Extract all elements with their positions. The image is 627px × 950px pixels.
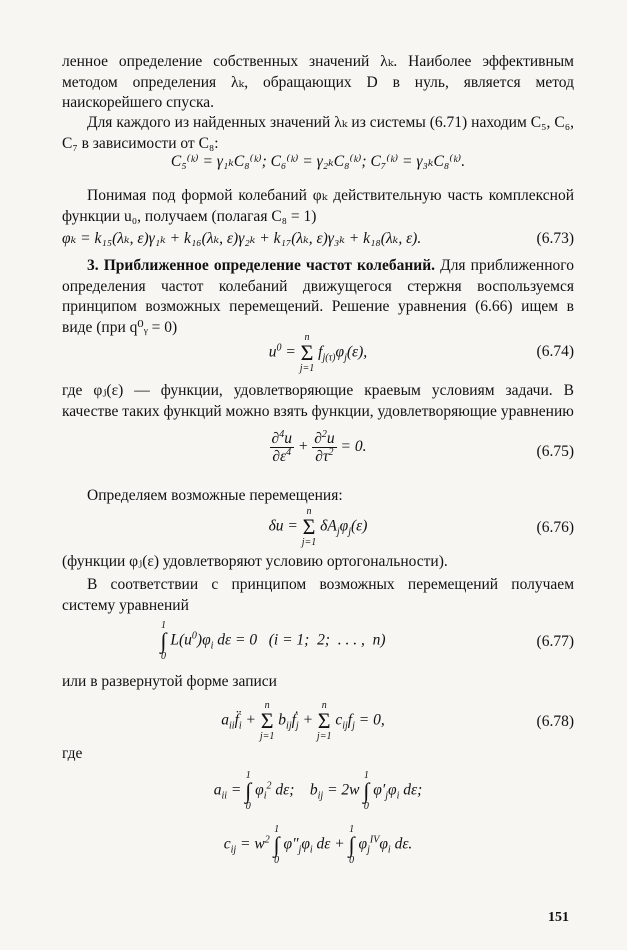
paragraph-6: Определяем возможные перемещения: [87, 487, 343, 504]
paragraph-2: Для каждого из найденных значений λₖ из системы (6.71) находим C₅, C₆, C₇ в зависимости от C₈: [62, 114, 574, 152]
equation-aii-bij: $a_{ii}$ = 1 ∫ 0 $\varphi_i^2$ dε; $b_{ij} = 2w$ 1 ∫ 0 $\varphi'_j\varphi_i$ dε; [213, 770, 423, 812]
page-number: 151 [548, 910, 569, 925]
equation-6-76: δu = n Σ j=1 $\delta A_j\varphi_j(\varepsilon)$ (6.76) [268, 506, 574, 548]
paragraph-9: или в развернутой форме записи [62, 673, 277, 690]
equation-6-78: $a_{ii}f̈_i$ + n Σ j=1 $b_{ij}ḟ_j$ + n Σ j=1 $c_{ij}f_j = 0$, (6.78) [221, 700, 574, 742]
paragraph-10: где [62, 745, 83, 762]
equation-6-73: φₖ = k₁₅(λₖ, ε)γ₁ₖ + k₁₆(λₖ, ε)γ₂ₖ + k₁₇(λₖ, ε)γ₃ₖ + k₁₈(λₖ, ε). (6.73) [62, 230, 574, 247]
equation-cij: $c_{ij} = w^2$ 1 ∫ 0 $\varphi''_j\varphi_i$ dε + 1 ∫ 0 $\varphi_j^{IV}\varphi_i$ dε. [223, 824, 413, 866]
equation-6-75: $\frac{\partial^4u}{\partial\varepsilon^4}$ + $\frac{\partial^2u}{\partial\tau^2}$ = 0. (6.75) [271, 428, 574, 465]
paragraph-1: ленное определение собственных значений λₖ. Наиболее эффективным методом определения λₖ, обращающих D в нуль, является метод наискорейшего спуска. [62, 53, 574, 111]
paragraph-3: Понимая под формой колебаний φₖ действительную часть комплексной функции u₀, получаем (полагая C₈ = 1) [62, 187, 574, 225]
section-heading: 3. Приближенное определение частот колебаний. [87, 257, 436, 274]
paragraph-8: В соответствии с принципом возможных перемещений получаем систему уравнений [62, 576, 574, 614]
book-page: ленное определение собственных значений λₖ. Наиболее эффективным методом определения λₖ, обращающих D в нуль, является метод наискорейшего спуска. Для каждого из найденных значений λₖ из системы (6.71) находим C₅, C₆, C₇ в зависимости от C₈: C₅⁽ᵏ⁾ = γ₁ₖC₈⁽ᵏ⁾; C₆⁽ᵏ⁾ = γ₂ₖC₈⁽ᵏ⁾; C₇⁽ᵏ⁾ = γ₃ₖC₈⁽ᵏ⁾. Понимая под формой колебаний φₖ действительную часть комплексной функции u₀, получаем (полагая C₈ = 1) φₖ = k₁₅(λₖ, ε)γ₁ₖ + k₁₆(λₖ, ε)γ₂ₖ + k₁₇(λₖ, ε)γ₃ₖ + k₁₈(λₖ, ε). (6.73) 3. Приближенное определение частот колебаний. Для приближенного определения частот колебаний движущегося стержня воспользуемся принципом возможных перемещений. Решение уравнения (6.66) ищем в виде (при q⁰ᵧ = 0) $u^0$ = n Σ j=1 $f_{j(\tau)}\varphi_j(\varepsilon)$, (6.74) где φⱼ(ε) — функции, удовлетворяющие краевым условиям задачи. В качестве таких функций можно взять функции, удовлетворяющие уравнению $\frac{\partial^4u}{\partial\varepsilon^4}$ + $\frac{\partial^2u}{\partial\tau^2}$ = 0. (6.75) Определяем возможные перемещения: δu = n Σ j=1 $\delta A_j\varphi_j(\varepsilon)$ (6.76) (функции φⱼ(ε) удовлетворяют условию ортогональности). В соответствии с принципом возможных перемещений получаем систему уравнений 1 ∫ 0 $L(u^0)\varphi_i$ dε = 0 (i = 1; 2; . . . , n) (6.77) или в развернутой форме записи $a_{ii}f̈_i$ + n Σ j=1 $b_{ij}ḟ_j$ + n Σ j=1 $c_{ij}f_j = 0$, (6.78) где $a_{ii}$ = 1 ∫ 0 $\varphi_i^2$ dε; $b_{ij} = 2w$ 1 ∫ 0 $\varphi'_j\varphi_i$ dε; $c_{ij} = w^2$ 1 ∫ 0 $\varphi''_j\varphi_i$ dε + 1 ∫ 0 $\varphi_j^{IV}\varphi_i$ dε. 151 [0, 0, 627, 950]
paragraph-5: где φⱼ(ε) — функции, удовлетворяющие краевым условиям задачи. В качестве таких функций можно взять функции, удовлетворяющие уравнению [62, 382, 574, 420]
paragraph-4: 3. Приближенное определение частот колебаний. Для приближенного определения частот колебаний движущегося стержня воспользуемся принципом возможных перемещений. Решение уравнения (6.66) ищем в виде (при q⁰ᵧ = 0) [62, 257, 574, 336]
equation-6-74: $u^0$ = n Σ j=1 $f_{j(\tau)}\varphi_j(\varepsilon)$, (6.74) [268, 332, 574, 374]
paragraph-7: (функции φⱼ(ε) удовлетворяют условию ортогональности). [62, 553, 448, 570]
equation-6-77: 1 ∫ 0 $L(u^0)\varphi_i$ dε = 0 (i = 1; 2; . . . , n) (6.77) [160, 620, 574, 662]
